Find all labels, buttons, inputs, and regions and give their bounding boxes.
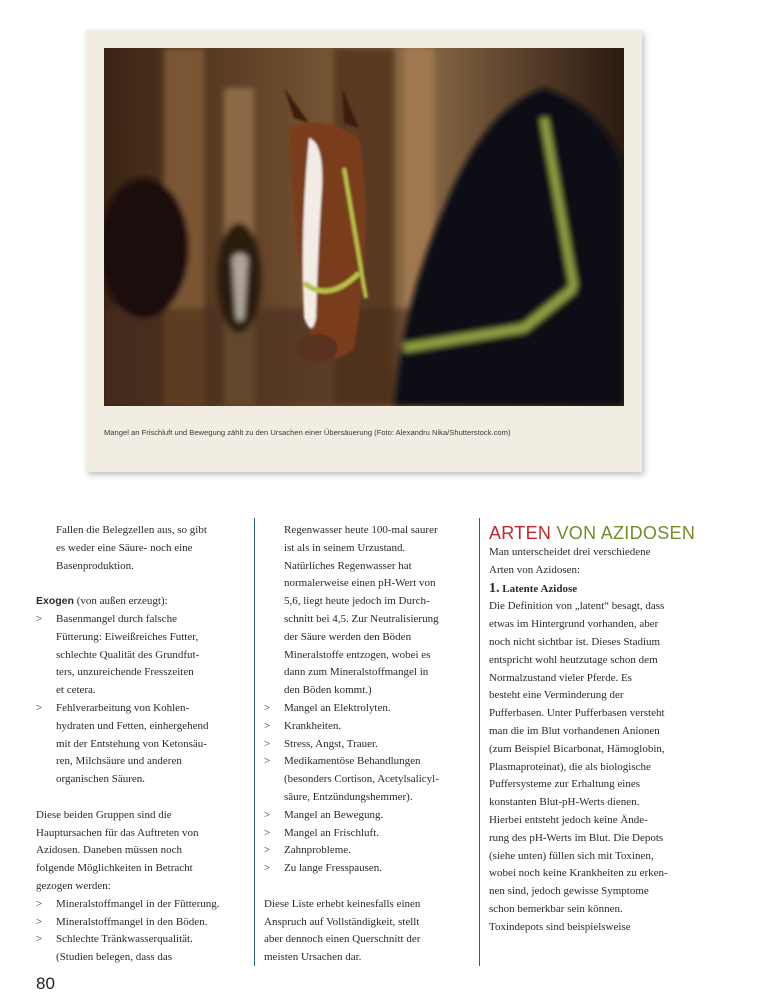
list-item <box>264 718 469 736</box>
exogen-list <box>36 611 246 789</box>
closing-paragraph <box>264 896 469 967</box>
horse-photo-illustration <box>104 48 624 406</box>
text-line: Mineralstoffe entzogen, wobei es <box>284 648 431 661</box>
text-line: etwas im Hintergrund vorhanden, aber <box>489 618 659 631</box>
text-line: normalerweise einen pH-Wert von <box>284 577 436 590</box>
text-line: Man unterscheidet drei verschiedene <box>489 546 651 558</box>
text-line: Mangel an Elektrolyten. <box>284 701 391 714</box>
bullet-marker: > <box>36 897 43 910</box>
text-line: Fallen die Belegzellen aus, so gibt <box>56 524 207 536</box>
bullet-marker: > <box>36 701 43 714</box>
bullet-marker: > <box>264 844 271 857</box>
text-line: rung des pH-Werts im Blut. Die Depots <box>489 831 664 844</box>
text-line: noch nicht sichtbar ist. Dieses Stadium <box>489 635 661 648</box>
list-item <box>36 914 246 932</box>
text-line: Anspruch auf Vollständigkeit, stellt <box>264 915 420 928</box>
list-item <box>264 700 469 718</box>
text-line: Diese Liste erhebt keinesfalls einen <box>264 897 421 910</box>
exogen-heading <box>36 593 246 611</box>
text-line: Hierbei entsteht jedoch keine Ände- <box>489 813 648 826</box>
text-line: gezogen werden: <box>36 879 111 892</box>
bullet-marker: > <box>264 862 271 875</box>
list-item <box>36 611 246 700</box>
list-item <box>36 931 246 967</box>
text-line: nen sind, jedoch gewisse Symptome <box>489 885 649 898</box>
text-line: Diese beiden Gruppen sind die <box>36 808 172 821</box>
text-line: den Böden kommt.) <box>284 684 372 697</box>
photo-card <box>86 30 642 472</box>
text-line: säure, Entzündungshemmer). <box>284 790 413 803</box>
text-line: mit der Entstehung von Ketonsäu- <box>56 737 207 750</box>
text-line: Toxindepots sind beispielsweise <box>489 920 631 933</box>
bullet-marker: > <box>264 826 271 839</box>
list-item <box>264 860 469 878</box>
heading-word-red: ARTEN <box>489 523 552 543</box>
text-line: Krankheiten. <box>284 719 342 732</box>
text-line: Die Definition von „latent“ besagt, dass <box>489 600 665 613</box>
text-line: organischen Säuren. <box>56 773 145 786</box>
text-line: meisten Ursachen dar. <box>264 951 362 964</box>
horse-photo <box>104 48 624 406</box>
bullet-marker: > <box>264 755 271 768</box>
text-line: Arten von Azidosen: <box>489 563 581 576</box>
bullet-marker: > <box>36 612 43 625</box>
section-intro <box>489 544 711 580</box>
heading-word-green: VON AZIDOSEN <box>551 523 696 543</box>
text-line: Basenproduktion. <box>56 559 134 572</box>
text-line: der Säure werden den Böden <box>284 630 412 643</box>
list-item <box>264 825 469 843</box>
causes-list-continued <box>264 700 469 878</box>
photo-caption: Mangel an Frischluft und Bewegung zählt zu den Ursachen einer Übersäuerung (Foto: Alexandru Nika/Shutterstock.com) <box>104 428 511 437</box>
text-line: Mangel an Bewegung. <box>284 808 384 821</box>
text-line: Mineralstoffmangel in den Böden. <box>56 915 208 928</box>
text-line: hydraten und Fetten, einhergehend <box>56 719 209 732</box>
subsection-title: Latente Azidose <box>499 582 578 595</box>
column-1 <box>36 522 246 967</box>
list-item <box>36 700 246 789</box>
text-line: Azidosen. Daneben müssen noch <box>36 844 183 857</box>
text-line: es weder eine Säure- noch eine <box>56 541 193 554</box>
text-line: ren, Milchsäure und anderen <box>56 755 182 768</box>
text-line: wobei noch keine Krankheiten zu erken- <box>489 867 668 880</box>
causes-list <box>36 896 246 967</box>
exogen-label: Exogen <box>36 595 74 608</box>
text-line: Mineralstoffmangel in der Fütterung. <box>56 897 220 910</box>
text-line: Mangel an Frischluft. <box>284 826 380 839</box>
text-line: Zu lange Fresspausen. <box>284 862 383 875</box>
continued-paragraph <box>264 522 469 700</box>
bullet-marker: > <box>264 737 271 750</box>
text-line: konstanten Blut-pH-Werts dienen. <box>489 796 640 809</box>
exogen-rest: (von außen erzeugt): <box>73 595 168 608</box>
text-line: folgende Möglichkeiten in Betracht <box>36 862 193 875</box>
bullet-marker: > <box>264 808 271 821</box>
list-item <box>264 842 469 860</box>
subsection-number: 1. <box>489 580 500 596</box>
groups-paragraph <box>36 807 246 896</box>
text-line: 5,6, liegt heute jedoch im Durch- <box>284 595 430 608</box>
text-line: Normalzustand vieler Pferde. Es <box>489 671 632 684</box>
text-line: man die im Blut vorhandenen Anionen <box>489 724 660 737</box>
text-line: Hauptursachen für das Auftreten von <box>36 826 199 839</box>
text-line: schon bemerkbar sein können. <box>489 902 623 915</box>
bullet-marker: > <box>36 915 43 928</box>
text-line: Puffersysteme zur Erhaltung eines <box>489 778 641 791</box>
column-divider <box>254 518 255 966</box>
bullet-marker: > <box>264 701 271 714</box>
text-line: schnitt bei 4,5. Zur Neutralisierung <box>284 612 439 625</box>
text-line: ters, unzureichende Fresszeiten <box>56 666 194 679</box>
column-2 <box>264 522 469 967</box>
column-divider <box>479 518 480 966</box>
subsection-heading <box>489 580 711 599</box>
text-line: ist als in seinem Urzustand. <box>284 541 406 554</box>
text-line: dann zum Mineralstoffmangel in <box>284 666 429 679</box>
text-line: Stress, Angst, Trauer. <box>284 737 378 750</box>
text-line: Fütterung: Eiweißreiches Futter, <box>56 630 199 643</box>
intro-paragraph <box>36 522 246 575</box>
text-line: (siehe unten) füllen sich mit Toxinen, <box>489 849 654 862</box>
list-item <box>264 736 469 754</box>
subsection-body <box>489 598 711 936</box>
bullet-marker: > <box>264 719 271 732</box>
text-line: Medikamentöse Behandlungen <box>284 755 421 768</box>
column-3 <box>489 522 711 937</box>
text-line: Plasmaproteinat), die als biologische <box>489 760 651 773</box>
text-line: entspricht wohl heutzutage schon dem <box>489 653 658 666</box>
page-number: 80 <box>36 974 55 993</box>
bullet-marker: > <box>36 933 43 946</box>
section-heading <box>489 522 711 544</box>
text-line: Regenwasser heute 100-mal saurer <box>284 524 438 536</box>
text-line: Natürliches Regenwasser hat <box>284 559 412 572</box>
text-line: (Studien belegen, dass das <box>56 951 173 964</box>
text-line: Basenmangel durch falsche <box>56 612 177 625</box>
text-line: Schlechte Tränkwasserqualität. <box>56 933 193 946</box>
text-line: Fehlverarbeitung von Kohlen- <box>56 701 190 714</box>
list-item <box>36 896 246 914</box>
text-line: Pufferbasen. Unter Pufferbasen versteht <box>489 707 665 720</box>
text-line: schlechte Qualität des Grundfut- <box>56 648 200 661</box>
list-item <box>264 807 469 825</box>
text-line: (besonders Cortison, Acetylsalicyl- <box>284 773 439 786</box>
text-line: (zum Beispiel Bicarbonat, Hämoglobin, <box>489 742 665 755</box>
text-line: besteht eine Verminderung der <box>489 689 624 702</box>
text-line: Zahnprobleme. <box>284 844 351 857</box>
text-line: et cetera. <box>56 684 96 697</box>
list-item <box>264 753 469 806</box>
text-line: aber dennoch einen Querschnitt der <box>264 933 421 946</box>
